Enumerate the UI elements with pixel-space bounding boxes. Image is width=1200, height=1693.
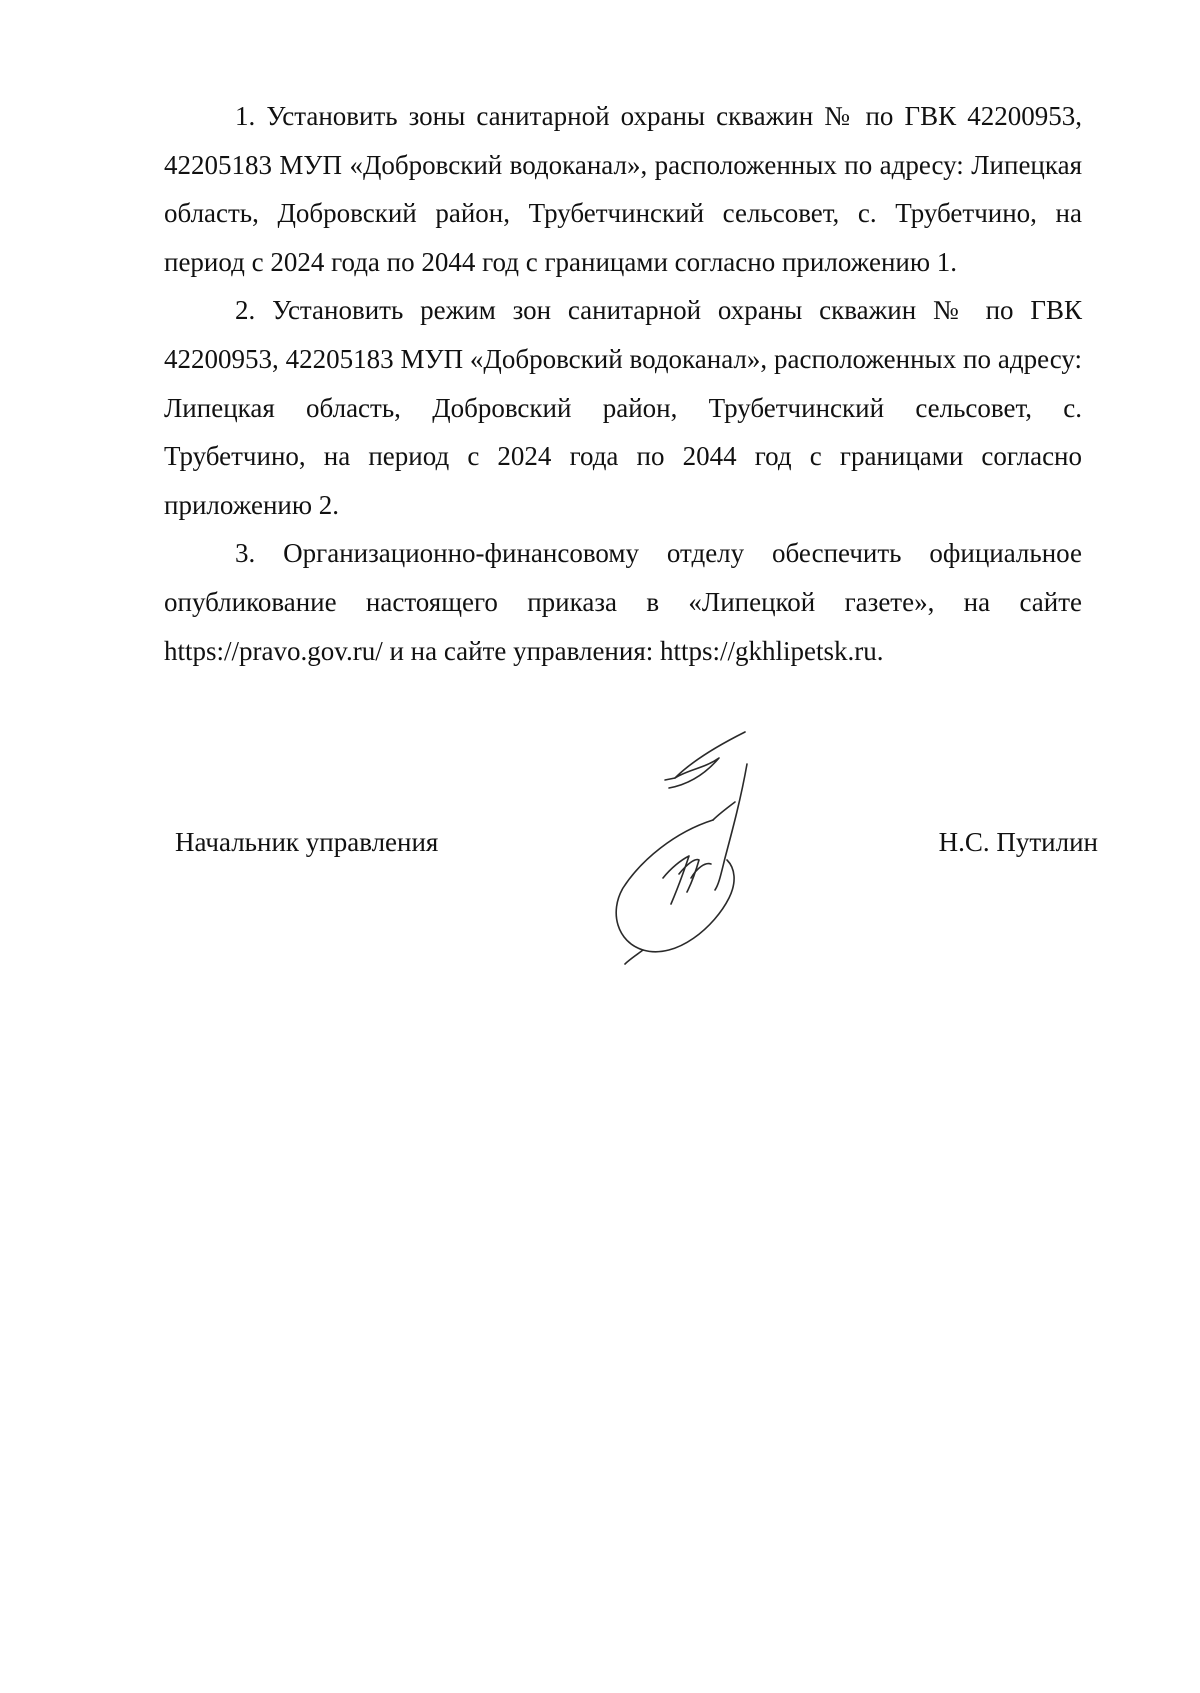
paragraph-2: 2. Установить режим зон санитарной охраны скважин № по ГВК 42200953, 42205183 МУП «Добровский водоканал», расположенных по адресу: Липецкая область, Добровский район, Трубетчинский сельсовет, с. Трубетчино, на период с 2024 года по 2044 год с границами согласно приложению 2. xyxy=(164,295,1082,520)
signatory-name: Н.С. Путилин xyxy=(938,827,1098,857)
paragraph-1: 1. Установить зоны санитарной охраны скважин № по ГВК 42200953, 42205183 МУП «Добровский водоканал», расположенных по адресу: Липецкая область, Добровский район, Трубетчинский сельсовет, с. Трубетчино, на период с 2024 года по 2044 год с границами согласно приложению 1. xyxy=(164,101,1082,277)
signatory-position: Начальник управления xyxy=(175,827,439,857)
paragraph-3: 3. Организационно-финансовому отделу обеспечить официальное опубликование настоящего приказа в «Липецкой газете», на сайте https://pravo.gov.ru/ и на сайте управления: https://gkhlipetsk.ru. xyxy=(164,538,1082,666)
handwritten-signature xyxy=(595,728,825,968)
document-body xyxy=(164,92,1082,675)
